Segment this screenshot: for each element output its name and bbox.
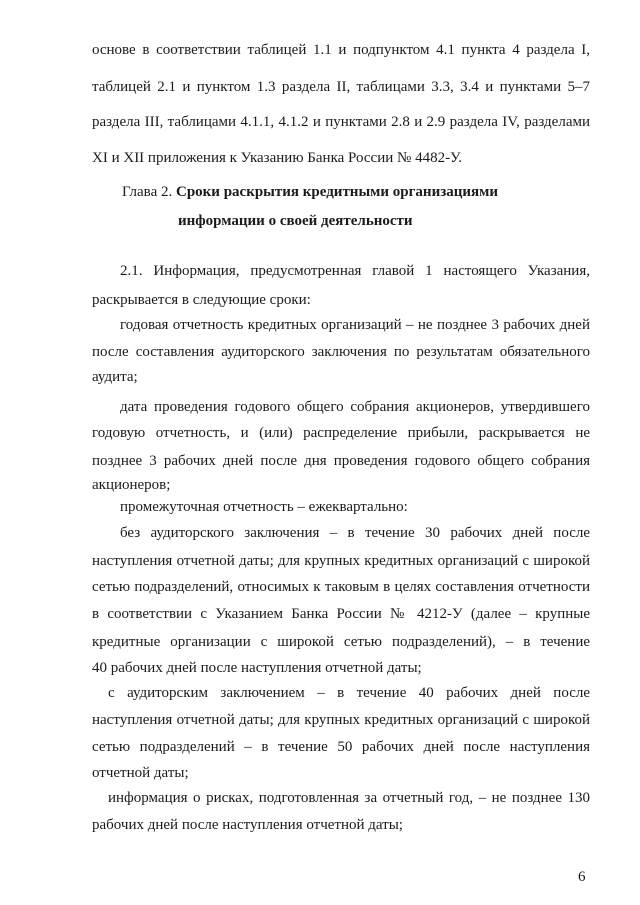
- chapter-prefix: Глава 2.: [122, 184, 176, 200]
- chapter-title-2: информации о своей деятельности: [178, 213, 413, 229]
- p3-line-3: позднее 3 рабочих дней после дня проведения годового общего собрания: [92, 453, 590, 469]
- p1-line-2: раскрывается в следующие сроки:: [92, 292, 311, 308]
- p5-line-3: сетью подразделений, относимых к таковым в целях составления отчетности: [92, 579, 590, 595]
- p6-line-3: сетью подразделений – в течение 50 рабочих дней после наступления: [92, 739, 590, 755]
- page-number: 6: [578, 869, 586, 885]
- p6-line-2: наступления отчетной даты; для крупных кредитных организаций с широкой: [92, 712, 590, 728]
- p3-line-4: акционеров;: [92, 477, 171, 493]
- p5-line-2: наступления отчетной даты; для крупных кредитных организаций с широкой: [92, 553, 590, 569]
- p2-line-3: аудита;: [92, 369, 138, 385]
- p2-line-2: после составления аудиторского заключения по результатам обязательного: [92, 344, 590, 360]
- p5-line-6: 40 рабочих дней после наступления отчетной даты;: [92, 660, 422, 676]
- intro-line-3: раздела III, таблицами 4.1.1, 4.1.2 и пунктами 2.8 и 2.9 раздела IV, разделами: [92, 114, 590, 130]
- p7-line-2: рабочих дней после наступления отчетной даты;: [92, 817, 403, 833]
- p5-line-5: кредитные организации с широкой сетью подразделений), – в течение: [92, 634, 590, 650]
- p2-line-1: годовая отчетность кредитных организаций – не позднее 3 рабочих дней: [120, 317, 590, 333]
- p3-line-1: дата проведения годового общего собрания акционеров, утвердившего: [120, 399, 590, 415]
- p3-line-2: годовую отчетность, и (или) распределение прибыли, раскрывается не: [92, 425, 590, 441]
- p4-line-1: промежуточная отчетность – ежеквартально:: [120, 499, 408, 515]
- p6-line-4: отчетной даты;: [92, 765, 189, 781]
- p6-line-1: с аудиторским заключением – в течение 40 рабочих дней после: [108, 685, 590, 701]
- p7-line-1: информация о рисках, подготовленная за отчетный год, – не позднее 130: [108, 790, 590, 806]
- intro-line-2: таблицей 2.1 и пунктом 1.3 раздела II, таблицами 3.3, 3.4 и пунктами 5–7: [92, 79, 590, 95]
- chapter-title-1: Сроки раскрытия кредитными организациями: [175, 184, 499, 200]
- p5-line-1: без аудиторского заключения – в течение 30 рабочих дней после: [120, 525, 590, 541]
- intro-line-4: XI и XII приложения к Указанию Банка России № 4482-У.: [92, 150, 462, 166]
- p1-line-1: 2.1. Информация, предусмотренная главой 1 настоящего Указания,: [120, 263, 590, 279]
- p5-line-4: в соответствии с Указанием Банка России № 4212-У (далее – крупные: [92, 606, 590, 622]
- chapter-heading-line-1: [122, 183, 562, 201]
- intro-line-1: основе в соответствии таблицей 1.1 и подпунктом 4.1 пункта 4 раздела I,: [92, 42, 590, 58]
